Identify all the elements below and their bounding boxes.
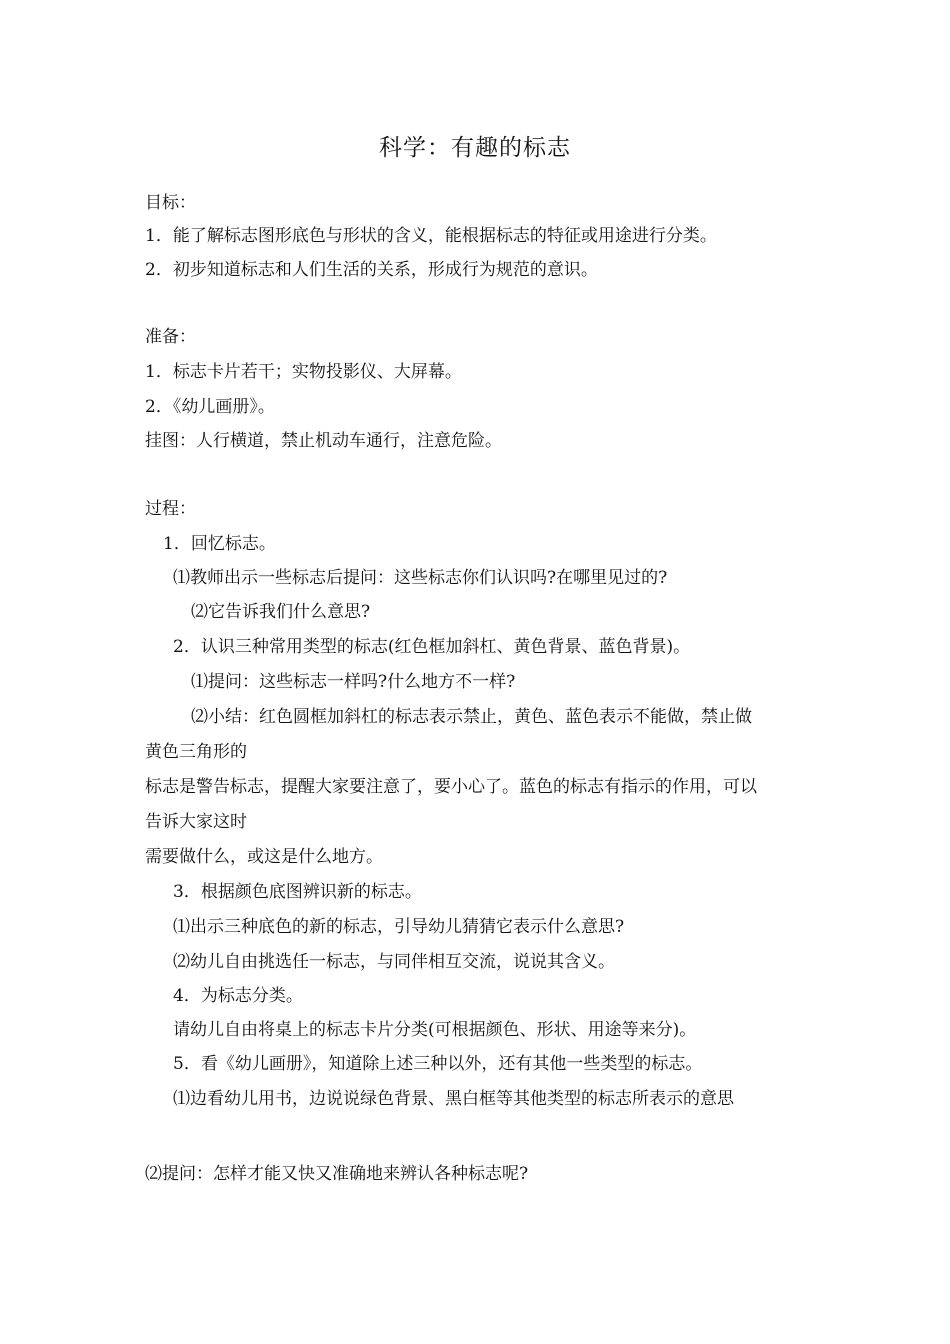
process-line: 1．回忆标志。	[163, 534, 276, 554]
process-line: 3．根据颜色底图辨识新的标志。	[173, 882, 422, 902]
process-line: ⑵提问：怎样才能又快又准确地来辨认各种标志呢?	[145, 1164, 529, 1184]
process-line: 黄色三角形的	[145, 742, 247, 762]
process-line: 告诉大家这时	[145, 812, 247, 832]
process-line: ⑴边看幼儿用书，边说说绿色背景、黑白框等其他类型的标志所表示的意思	[173, 1089, 734, 1109]
goal-item-1: 1．能了解标志图形底色与形状的含义，能根据标志的特征或用途进行分类。	[145, 226, 717, 246]
process-line: 4．为标志分类。	[173, 986, 303, 1006]
process-line: 5．看《幼儿画册》，知道除上述三种以外，还有其他一些类型的标志。	[173, 1054, 703, 1074]
prep-item-3: 挂图：人行横道，禁止机动车通行，注意危险。	[145, 431, 502, 451]
process-line: ⑴提问：这些标志一样吗?什么地方不一样?	[191, 672, 516, 692]
process-line: ⑵小结：红色圆框加斜杠的标志表示禁止，黄色、蓝色表示不能做，禁止做	[191, 707, 752, 727]
process-line: 请幼儿自由将桌上的标志卡片分类(可根据颜色、形状、用途等来分)。	[173, 1020, 697, 1040]
goal-item-2: 2．初步知道标志和人们生活的关系，形成行为规范的意识。	[145, 260, 598, 280]
process-heading: 过程：	[145, 499, 196, 519]
process-line: 2．认识三种常用类型的标志(红色框加斜杠、黄色背景、蓝色背景)。	[173, 637, 691, 657]
process-line: 需要做什么，或这是什么地方。	[145, 847, 383, 867]
document-title: 科学：有趣的标志	[379, 135, 571, 161]
process-line: ⑴教师出示一些标志后提问：这些标志你们认识吗?在哪里见过的?	[173, 568, 668, 588]
process-line: ⑵它告诉我们什么意思?	[191, 602, 371, 622]
process-line: ⑵幼儿自由挑选任一标志，与同伴相互交流，说说其含义。	[173, 952, 615, 972]
goals-heading: 目标：	[145, 193, 196, 213]
process-line: ⑴出示三种底色的新的标志，引导幼儿猜猜它表示什么意思?	[173, 917, 625, 937]
process-line: 标志是警告标志，提醒大家要注意了，要小心了。蓝色的标志有指示的作用，可以	[145, 777, 757, 797]
prep-item-1: 1．标志卡片若干；实物投影仪、大屏幕。	[145, 362, 462, 382]
prep-item-2: 2．《幼儿画册》。	[145, 397, 275, 417]
prep-heading: 准备：	[145, 327, 196, 347]
